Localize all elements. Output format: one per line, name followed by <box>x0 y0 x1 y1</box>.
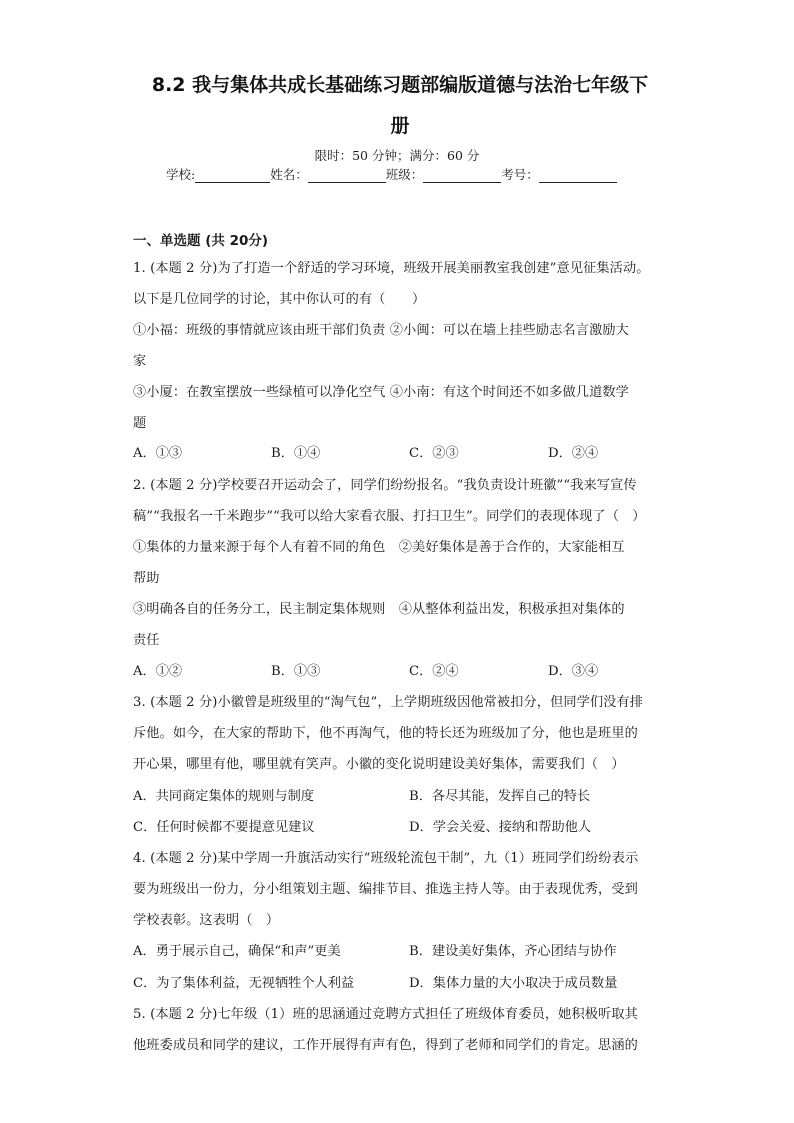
q4-stem-line: 4. (本题 2 分)某中学周一升旗活动实行“班级轮流包干制”，九（1）班同学们纷纷表示 <box>133 851 639 866</box>
q4-option-a: A．勇于展示自己，确保“和声”更美 <box>133 944 341 959</box>
name-label: 姓名： <box>270 167 308 182</box>
q3-option-a: A．共同商定集体的规则与制度 <box>133 789 314 804</box>
q2-option-d: D．③④ <box>548 664 599 679</box>
q3-stem-line: 开心果，哪里有他，哪里就有笑声。小徽的变化说明建设美好集体，需要我们（ ） <box>133 757 625 772</box>
q2-option-b: B．①③ <box>271 664 321 679</box>
class-label: 班级： <box>385 167 424 182</box>
name-blank <box>308 168 386 183</box>
q3-option-c: C．任何时候都不要提意见建议 <box>133 820 315 835</box>
q2-statement-line: 责任 <box>133 633 160 648</box>
q1-option-d: D．②④ <box>548 446 599 461</box>
q1-option-b: B．①④ <box>271 446 321 461</box>
q2-statement-line: ①集体的力量来源于每个人有着不同的角色 ②美好集体是善于合作的，大家能相互 <box>133 540 625 555</box>
number-blank <box>539 168 617 183</box>
q1-statement-line: 题 <box>133 416 147 431</box>
section-title: 一、单选题 (共 20分) <box>133 233 269 249</box>
q3-option-d: D．学会关爱、接纳和帮助他人 <box>409 820 592 835</box>
time-limit: 限时：50 分钟；满分：60 分 <box>314 148 480 163</box>
q4-option-b: B．建设美好集体，齐心团结与协作 <box>409 944 617 959</box>
q3-stem-line: 斥他。如今，在大家的帮助下，他不再淘气，他的特长还为班级加了分，他也是班里的 <box>133 726 638 741</box>
page-title: 8.2 我与集体共成长基础练习题部编版道德与法治七年级下 <box>151 74 649 96</box>
q4-stem-line: 要为班级出一份力，分小组策划主题、编排节目、推选主持人等。由于表现优秀，受到 <box>133 882 638 897</box>
school-blank <box>195 168 270 183</box>
q1-statement-line: ③小厦：在教室摆放一些绿植可以净化空气 ④小南：有这个时间还不如多做几道数学 <box>133 385 629 400</box>
number-label: 考号： <box>501 167 539 182</box>
class-blank <box>423 168 501 183</box>
q5-stem-line: 5. (本题 2 分)七年级（1）班的思涵通过竞聘方式担任了班级体育委员，她积极听取其 <box>133 1007 638 1022</box>
q2-option-a: A．①② <box>133 664 183 679</box>
q3-stem-line: 3. (本题 2 分)小徽曾是班级里的“淘气包”，上学期班级因他常被扣分，但同学们没有排 <box>133 695 644 710</box>
q2-stem-line: 2. (本题 2 分)学校要召开运动会了，同学们纷纷报名。“我负责设计班徽”“我来写宣传 <box>133 478 637 493</box>
q2-statement-line: 帮助 <box>133 571 160 586</box>
q1-option-c: C．②③ <box>409 446 459 461</box>
student-info-fields <box>166 165 617 183</box>
q4-stem-line: 学校表彰。这表明（ ） <box>133 913 280 928</box>
q1-stem-line: 以下是几位同学的讨论，其中你认可的有（ ） <box>133 292 426 307</box>
q4-option-d: D．集体力量的大小取决于成员数量 <box>409 976 618 991</box>
q1-stem-line: 1. (本题 2 分)为了打造一个舒适的学习环境，班级开展美丽教室我创建”意见征集活动。 <box>133 261 650 276</box>
page-title-continued: 册 <box>390 115 410 137</box>
q1-statement-line: ①小福：班级的事情就应该由班干部们负责 ②小闽：可以在墙上挂些励志名言激励大 <box>133 323 629 338</box>
q2-option-c: C．②④ <box>409 664 459 679</box>
q2-stem-line: 稿”“我报名一千米跑步”“我可以给大家看衣服、打扫卫生”。同学们的表现体现了（ ） <box>133 509 646 524</box>
school-label: 学校: <box>166 167 196 182</box>
q1-option-a: A．①③ <box>133 446 183 461</box>
q4-option-c: C．为了集体利益，无视牺牲个人利益 <box>133 976 355 991</box>
q5-stem-line: 他班委成员和同学的建议，工作开展得有声有色，得到了老师和同学们的肯定。思涵的 <box>133 1038 638 1053</box>
q2-statement-line: ③明确各自的任务分工，民主制定集体规则 ④从整体利益出发，积极承担对集体的 <box>133 602 625 617</box>
q1-statement-line: 家 <box>133 354 147 369</box>
q3-option-b: B．各尽其能，发挥自己的特长 <box>409 789 591 804</box>
